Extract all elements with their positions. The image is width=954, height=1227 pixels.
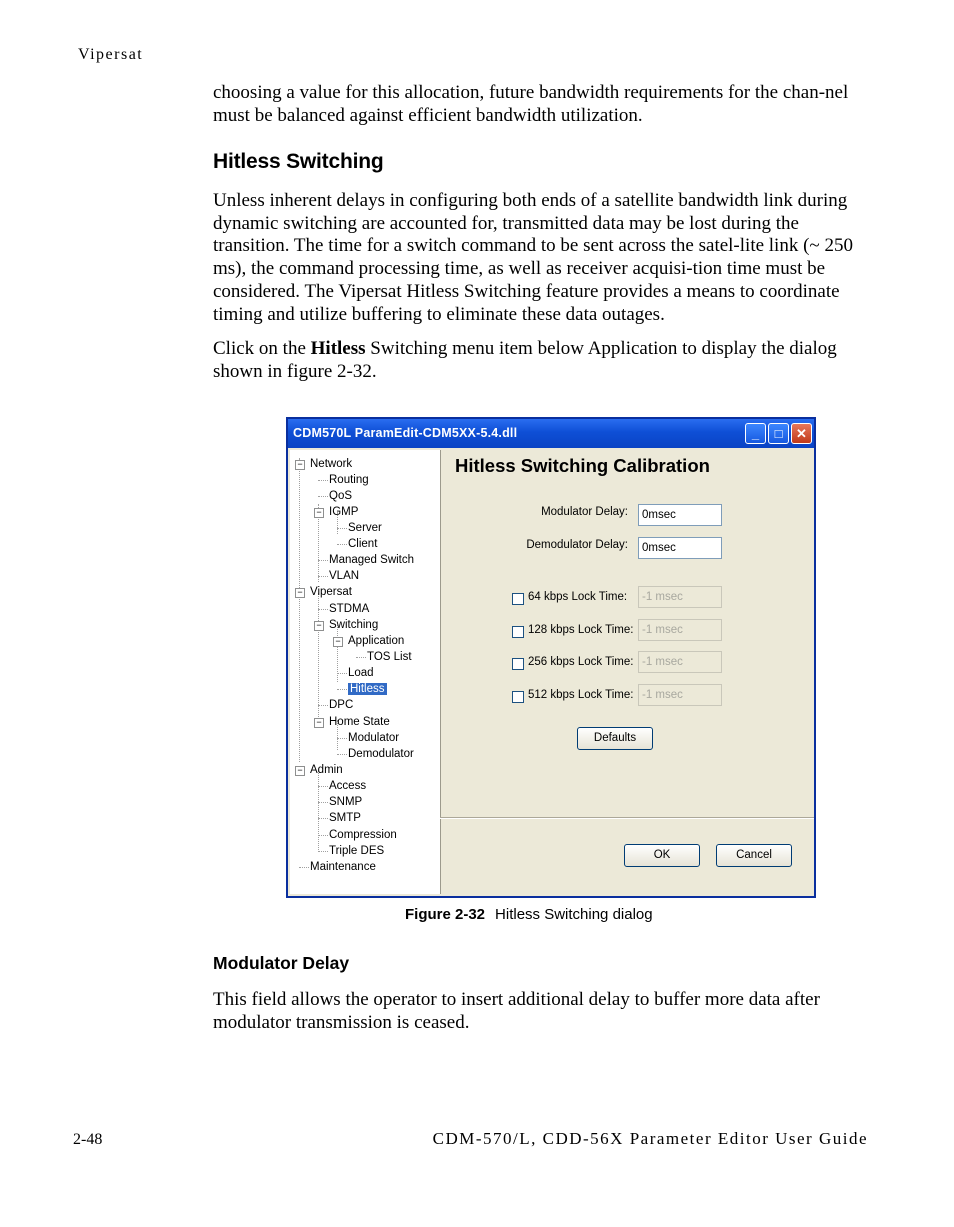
tree-item-network[interactable] — [310, 457, 352, 471]
close-icon: ✕ — [796, 426, 807, 441]
tree-item-label: Admin — [310, 764, 343, 776]
tree-item-hitless[interactable] — [348, 682, 387, 696]
tree-item-label: Access — [329, 780, 367, 792]
tree-item-label: Application — [348, 635, 405, 647]
tree-connector — [318, 609, 328, 610]
tree-item-label: Server — [348, 522, 382, 534]
tree-item-switching[interactable] — [329, 618, 378, 632]
lock-128-checkbox[interactable] — [512, 626, 524, 638]
tree-item-stdma[interactable] — [329, 602, 369, 616]
tree-connector — [318, 851, 328, 852]
tree-item-routing[interactable] — [329, 473, 369, 487]
tree-item-managed-switch[interactable] — [329, 553, 414, 567]
close-button[interactable] — [791, 423, 812, 444]
tree-expander-icon[interactable]: − — [314, 508, 324, 518]
dialog-titlebar[interactable] — [288, 419, 814, 448]
lock-128-input[interactable]: -1 msec — [638, 619, 722, 641]
figure-number: Figure 2-32 — [405, 906, 486, 923]
tree-connector — [318, 786, 328, 787]
ok-button[interactable]: OK — [624, 844, 700, 867]
lock-256-label: 256 kbps Lock Time: — [528, 656, 634, 668]
tree-item-label: IGMP — [329, 506, 359, 518]
p3-pre: Click on the — [213, 338, 311, 359]
figure-text: Hitless Switching dialog — [495, 906, 653, 923]
tree-item-application[interactable] — [348, 634, 404, 648]
dialog-title: CDM570L ParamEdit-CDM5XX-5.4.dll — [293, 426, 518, 440]
tree-expander-icon[interactable]: − — [295, 460, 305, 470]
tree-item-label: Network — [310, 458, 353, 470]
tree-item-label: QoS — [329, 490, 353, 502]
tree-item-label: Compression — [329, 829, 397, 841]
tree-item-label: Hitless — [350, 683, 385, 695]
tree-connector — [318, 802, 328, 803]
tree-connector — [337, 754, 347, 755]
header-brand: Vipersat — [78, 46, 144, 63]
tree-connector — [337, 673, 347, 674]
tree-item-qos[interactable] — [329, 489, 352, 503]
guide-title: CDM-570/L, CDD-56X Parameter Editor User Guide — [432, 1129, 868, 1148]
demodulator-delay-input[interactable]: 0msec — [638, 537, 722, 559]
panel-title: Hitless Switching Calibration — [455, 455, 710, 476]
tree-item-dpc[interactable] — [329, 698, 353, 712]
tree-item-label: Vipersat — [310, 586, 352, 598]
tree-item-label: SNMP — [329, 796, 363, 808]
minimize-button[interactable] — [745, 423, 766, 444]
tree-connector — [318, 560, 328, 561]
paragraph-hitless-intro: Unless inherent delays in configuring both ends of a satellite bandwidth link during dynamic switching are accounted for, transmitted data may be lost during the transition. The time for a switch command to be sent across the satel-lite link (~ 250 ms), the command processing time, as well as receiver acquisi-tion time must be considered. The Vipersat Hitless Switching feature provides a means to coordinate timing and utilize buffering to eliminate these data outages. — [213, 190, 853, 325]
lock-64-input[interactable]: -1 msec — [638, 586, 722, 608]
tree-item-home-state[interactable] — [329, 715, 390, 729]
tree-item-label: Triple DES — [329, 845, 385, 857]
tree-item-label: Switching — [329, 619, 379, 631]
modulator-delay-label: Modulator Delay: — [541, 506, 628, 518]
tree-item-server[interactable] — [348, 521, 382, 535]
tree-item-smtp[interactable] — [329, 811, 361, 825]
tree-item-snmp[interactable] — [329, 795, 362, 809]
tree-item-label: DPC — [329, 699, 354, 711]
cancel-button[interactable]: Cancel — [716, 844, 792, 867]
lock-256-input[interactable]: -1 msec — [638, 651, 722, 673]
tree-item-label: TOS List — [367, 651, 412, 663]
paragraph-allocation: choosing a value for this allocation, future bandwidth requirements for the chan-nel must be balanced against efficient bandwidth utilization. — [213, 82, 849, 126]
lock-256-checkbox[interactable] — [512, 658, 524, 670]
figure-caption — [405, 906, 653, 923]
maximize-icon: □ — [774, 426, 783, 441]
tree-item-label: Managed Switch — [329, 554, 415, 566]
navigation-tree — [290, 450, 441, 894]
tree-connector — [318, 480, 328, 481]
tree-line — [299, 458, 300, 762]
tree-connector — [337, 544, 347, 545]
tree-item-label: Modulator — [348, 732, 400, 744]
tree-item-modulator[interactable] — [348, 731, 399, 745]
tree-item-load[interactable] — [348, 666, 374, 680]
tree-item-label: Client — [348, 538, 378, 550]
tree-connector — [318, 835, 328, 836]
tree-item-igmp[interactable] — [329, 505, 358, 519]
page-number: 2-48 — [73, 1131, 103, 1148]
tree-item-tos-list[interactable] — [367, 650, 412, 664]
lock-64-label: 64 kbps Lock Time: — [528, 591, 628, 603]
tree-connector — [337, 689, 347, 690]
tree-item-client[interactable] — [348, 537, 377, 551]
tree-line — [318, 770, 319, 850]
lock-512-input[interactable]: -1 msec — [638, 684, 722, 706]
defaults-button[interactable]: Defaults — [577, 727, 653, 750]
tree-connector — [318, 496, 328, 497]
tree-item-vlan[interactable] — [329, 569, 359, 583]
p3-bold: Hitless — [310, 338, 366, 359]
tree-item-admin[interactable] — [310, 763, 343, 777]
tree-connector — [337, 738, 347, 739]
lock-64-checkbox[interactable] — [512, 593, 524, 605]
tree-item-label: Routing — [329, 474, 369, 486]
lock-512-checkbox[interactable] — [512, 691, 524, 703]
lock-512-label: 512 kbps Lock Time: — [528, 689, 634, 701]
tree-expander-icon[interactable]: − — [314, 621, 324, 631]
demodulator-delay-label: Demodulator Delay: — [526, 539, 628, 551]
maximize-button[interactable] — [768, 423, 789, 444]
tree-connector — [318, 818, 328, 819]
tree-expander-icon[interactable]: − — [333, 637, 343, 647]
dialog-separator — [440, 817, 814, 819]
tree-item-label: VLAN — [329, 570, 360, 582]
tree-item-label: Home State — [329, 716, 390, 728]
tree-item-compression[interactable] — [329, 828, 397, 842]
tree-item-maintenance[interactable] — [310, 860, 376, 874]
tree-item-access[interactable] — [329, 779, 366, 793]
tree-connector — [318, 576, 328, 577]
heading-hitless-switching: Hitless Switching — [213, 150, 384, 173]
tree-item-demodulator[interactable] — [348, 747, 414, 761]
tree-item-label: Load — [348, 667, 374, 679]
tree-expander-icon[interactable]: − — [314, 718, 324, 728]
tree-item-vipersat[interactable] — [310, 585, 352, 599]
tree-item-label: Demodulator — [348, 748, 414, 760]
tree-connector — [337, 528, 347, 529]
tree-expander-icon[interactable]: − — [295, 588, 305, 598]
tree-item-label: STDMA — [329, 603, 370, 615]
tree-connector — [318, 705, 328, 706]
tree-item-triple-des[interactable] — [329, 844, 384, 858]
paragraph-click-hitless — [213, 338, 878, 383]
tree-item-label: SMTP — [329, 812, 361, 824]
tree-expander-icon[interactable]: − — [295, 766, 305, 776]
tree-connector — [356, 657, 366, 658]
heading-modulator-delay: Modulator Delay — [213, 953, 350, 973]
paragraph-modulator-delay: This field allows the operator to insert additional delay to buffer more data after modulator transmission is ceased. — [213, 989, 820, 1033]
minimize-icon: _ — [751, 426, 760, 441]
tree-connector — [299, 867, 309, 868]
p3-post: Switching menu item below Application to display the dialog shown in figure 2-32. — [213, 338, 837, 382]
lock-128-label: 128 kbps Lock Time: — [528, 624, 634, 636]
tree-item-label: Maintenance — [310, 861, 376, 873]
hitless-dialog — [286, 417, 816, 898]
modulator-delay-input[interactable]: 0msec — [638, 504, 722, 526]
